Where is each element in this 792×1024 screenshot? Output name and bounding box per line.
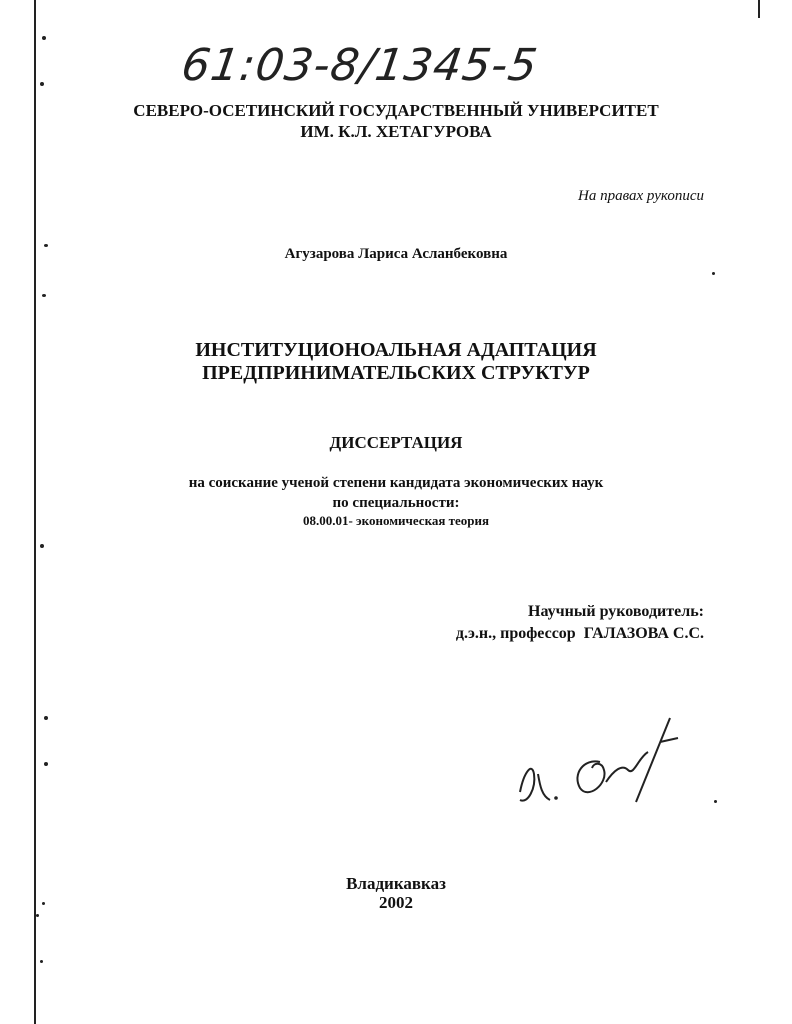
dissertation-title-2: ПРЕДПРИНИМАТЕЛЬСКИХ СТРУКТУР (202, 362, 590, 384)
signature-stroke (606, 752, 648, 782)
manuscript-note: На правах рукописи (578, 188, 704, 204)
university-name: СЕВЕРО-ОСЕТИНСКИЙ ГОСУДАРСТВЕННЫЙ УНИВЕРСИТЕТ (133, 101, 659, 120)
archive-code: 61:03-8/1345-5 (178, 40, 541, 91)
author-name: Агузарова Лариса Асланбековна (284, 246, 508, 262)
signature-stroke (520, 769, 534, 801)
signature-stroke (554, 796, 558, 800)
supervisor-name: д.э.н., профессор ГАЛАЗОВА С.С. (455, 625, 704, 642)
scan-speck (36, 914, 39, 917)
scan-speck (40, 82, 44, 86)
scan-speck (44, 762, 48, 766)
scan-speck (712, 272, 715, 275)
degree-specialty-label: по специальности: (332, 495, 460, 511)
scan-speck (44, 716, 48, 720)
university-name-2: ИМ. К.Л. ХЕТАГУРОВА (300, 122, 492, 141)
year: 2002 (379, 893, 413, 912)
doc-type: ДИССЕРТАЦИЯ (329, 433, 463, 452)
signature (510, 712, 690, 822)
supervisor-label: Научный руководитель: (528, 603, 704, 620)
scan-edge-right (758, 0, 760, 18)
dissertation-title: ИНСТИТУЦИОНОАЛЬНАЯ АДАПТАЦИЯ (195, 339, 597, 361)
scan-speck (42, 36, 46, 40)
scan-speck (40, 544, 44, 548)
signature-stroke (538, 774, 550, 800)
scan-speck (714, 800, 717, 803)
scan-speck (40, 960, 43, 963)
scan-speck (42, 294, 46, 297)
signature-stroke (577, 761, 604, 792)
city: Владикавказ (346, 874, 446, 893)
degree-line: на соискание ученой степени кандидата экономических наук (188, 475, 604, 491)
degree-specialty: 08.00.01- экономическая теория (302, 513, 490, 528)
